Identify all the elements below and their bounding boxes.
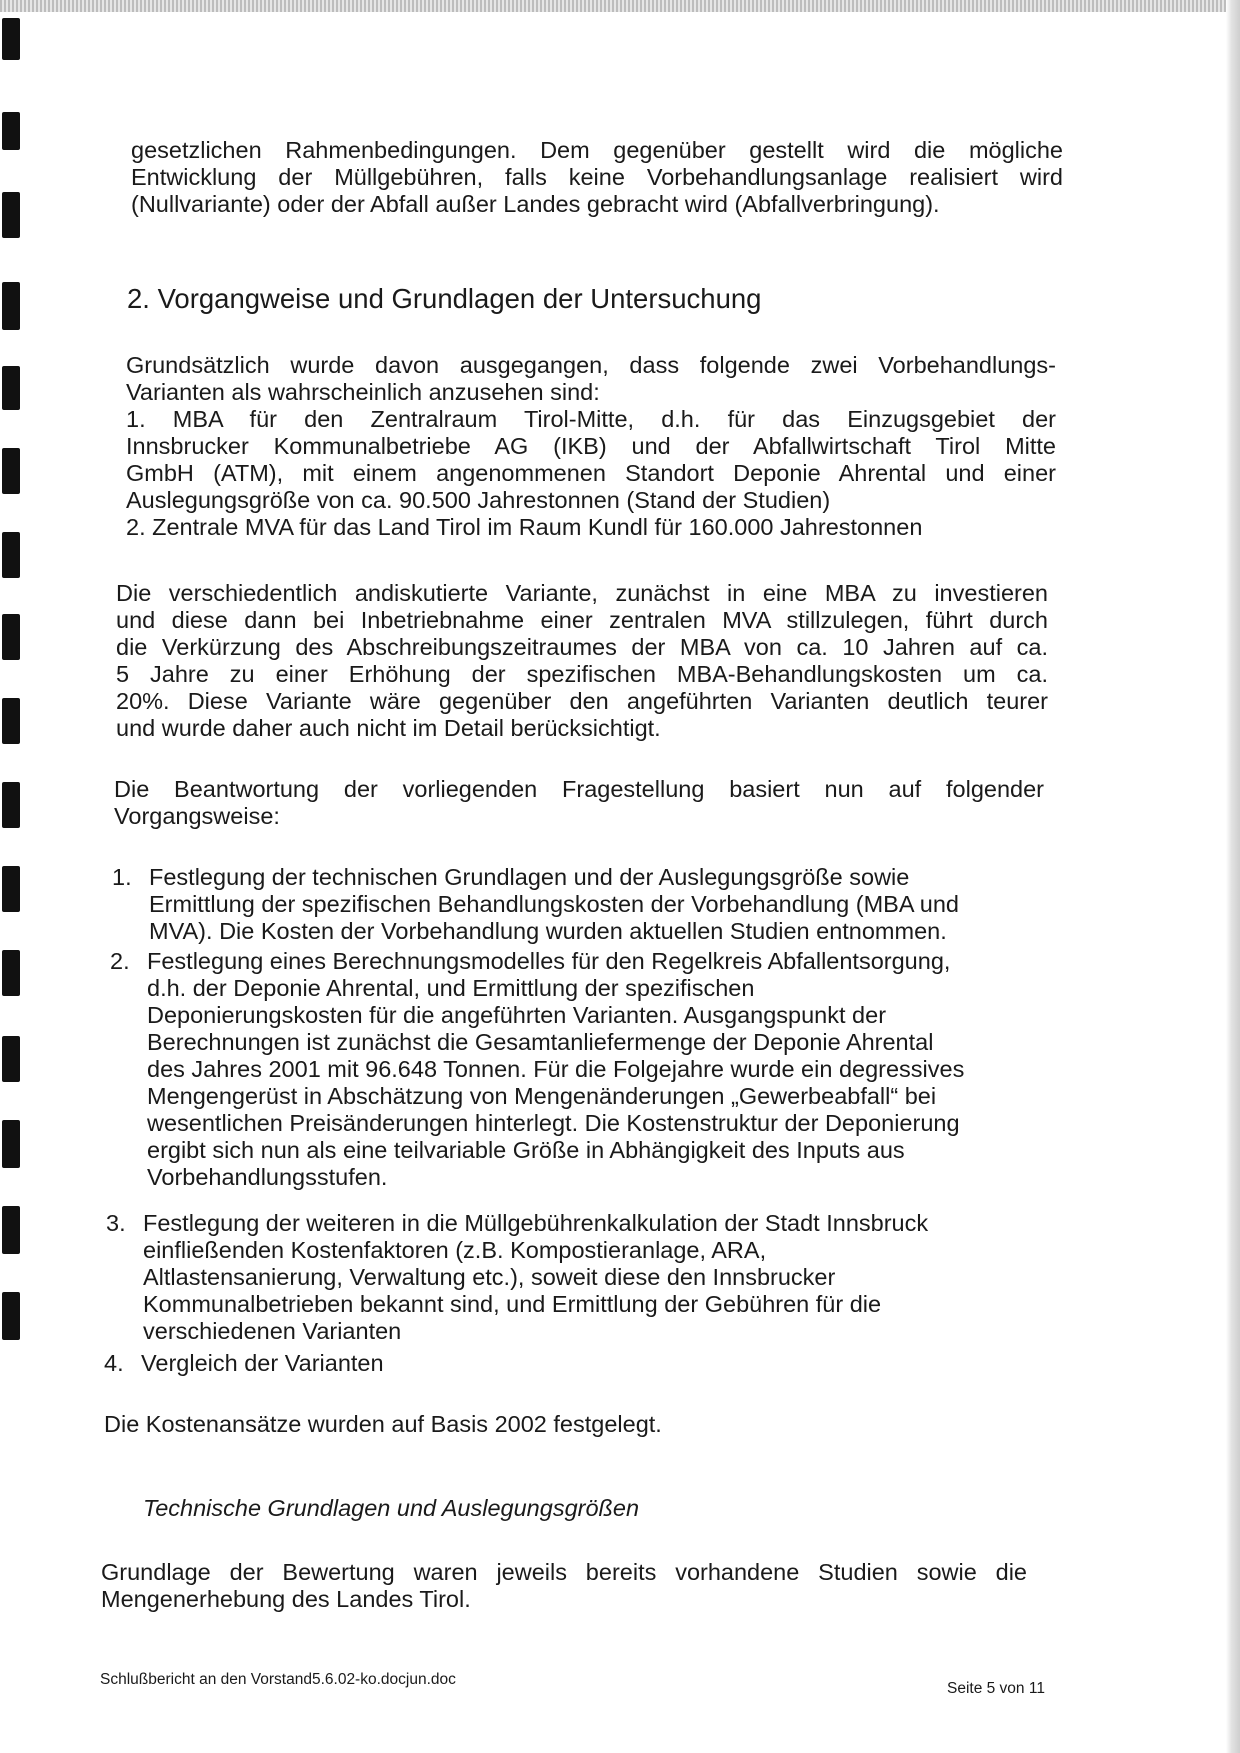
binder-mark xyxy=(2,1120,20,1168)
binder-mark xyxy=(2,614,20,660)
binder-mark xyxy=(2,1206,20,1254)
alternative-variant-paragraph xyxy=(116,580,1048,742)
text-line: Grundsätzlich wurde davon ausgegangen, dass folgende zwei Vorbehandlungs- xyxy=(126,352,1056,378)
binder-mark xyxy=(2,1292,20,1340)
text-line: Auslegungsgröße von ca. 90.500 Jahrestonnen (Stand der Studien) xyxy=(126,487,831,513)
basis-sentence xyxy=(104,1411,1034,1438)
text-line: Die verschiedentlich andiskutierte Variante, zunächst in eine MBA zu investieren xyxy=(116,580,1048,606)
list-text: Festlegung eines Berechnungsmodelles für den Regelkreis Abfallentsorgung, d.h. der Deponie Ahrental, und Ermittlung der spezifischen Deponierungskosten für die angeführten Varianten. Ausgangspunkt der Berechnungen ist zunächst die Gesamtanliefermenge der Deponie Ahrental des Jahres 2001 mit 96.648 Tonnen. Für die Folgejahre wurde ein degressives Mengengerüst in Abschätzung von Mengenänderungen „Gewerbeabfall“ bei wesentlichen Preisänderungen hinterlegt. Die Kostenstruktur der Deponierung ergibt sich nun als eine teilvariable Größe in Abhängigkeit des Inputs aus Vorbehandlungsstufen. xyxy=(147,948,965,1190)
binder-mark xyxy=(2,782,20,828)
scan-edge-right xyxy=(1226,0,1240,1753)
text-line: Innsbrucker Kommunalbetriebe AG (IKB) und der Abfallwirtschaft Tirol Mitte xyxy=(126,433,1056,459)
subsection-heading: Technische Grundlagen und Auslegungsgrößen xyxy=(143,1495,640,1521)
text-line: und wurde daher auch nicht im Detail berücksichtigt. xyxy=(116,715,661,741)
text-line: die Verkürzung des Abschreibungszeitraumes der MBA von ca. 10 Jahren auf ca. xyxy=(116,634,1048,660)
binder-mark xyxy=(2,112,20,150)
list-item xyxy=(110,948,1050,1192)
binder-mark xyxy=(2,18,20,60)
binder-mark xyxy=(2,366,20,410)
text-line: und diese dann bei Inbetriebnahme einer zentralen MVA stillzulegen, führt durch xyxy=(116,607,1048,633)
binder-mark xyxy=(2,192,20,238)
text-line: Entwicklung der Müllgebühren, falls keine Vorbehandlungsanlage realisiert wird xyxy=(131,164,1063,190)
text-line: Grundlage der Bewertung waren jeweils bereits vorhandene Studien sowie die xyxy=(101,1559,1027,1585)
binder-mark xyxy=(2,1036,20,1082)
text-line: gesetzlichen Rahmenbedingungen. Dem gegenüber gestellt wird die mögliche xyxy=(131,137,1063,163)
binder-mark xyxy=(2,866,20,912)
text-line: 20%. Diese Variante wäre gegenüber den angeführten Varianten deutlich teurer xyxy=(116,688,1048,714)
variant-item: 2. Zentrale MVA für das Land Tirol im Raum Kundl für 160.000 Jahrestonnen xyxy=(126,514,923,540)
list-item xyxy=(112,864,1052,946)
binder-mark xyxy=(2,698,20,744)
page-number: Seite 5 von 11 xyxy=(947,1680,1045,1697)
intro-paragraph xyxy=(131,137,1063,218)
text-line: Die Beantwortung der vorliegenden Fragestellung basiert nun auf folgender xyxy=(114,776,1044,802)
variants-paragraph xyxy=(126,352,1056,541)
binder-mark xyxy=(2,448,20,494)
procedure-intro-paragraph xyxy=(114,776,1044,830)
list-number: 1. xyxy=(112,864,132,890)
list-item xyxy=(106,1210,1046,1350)
binder-mark xyxy=(2,950,20,996)
footer-filename: Schlußbericht an den Vorstand5.6.02-ko.docjun.doc xyxy=(100,1671,456,1688)
text-line: GmbH (ATM), mit einem angenommenen Standort Deponie Ahrental und einer xyxy=(126,460,1056,486)
list-item xyxy=(104,1350,1044,1378)
list-number: 3. xyxy=(106,1210,126,1236)
binder-mark xyxy=(2,532,20,578)
list-number: 2. xyxy=(110,948,130,974)
closing-paragraph xyxy=(101,1559,1027,1613)
text-line: Varianten als wahrscheinlich anzusehen sind: xyxy=(126,379,600,405)
scan-edge-top xyxy=(0,0,1240,12)
list-number: 4. xyxy=(104,1350,124,1376)
text-line: 5 Jahre zu einer Erhöhung der spezifischen MBA-Behandlungskosten um ca. xyxy=(116,661,1048,687)
text-line: Vorgangsweise: xyxy=(114,803,280,829)
binder-mark xyxy=(2,282,20,330)
list-text: Festlegung der technischen Grundlagen und der Auslegungsgröße sowie Ermittlung der spezifischen Behandlungskosten der Vorbehandlung (MBA und MVA). Die Kosten der Vorbehandlung wurden aktuellen Studien entnommen. xyxy=(149,864,959,944)
variant-item: 1. MBA für den Zentralraum Tirol-Mitte, d.h. für das Einzugsgebiet der xyxy=(126,406,1056,432)
list-text: Vergleich der Varianten xyxy=(141,1350,384,1376)
text-line: Die Kostenansätze wurden auf Basis 2002 festgelegt. xyxy=(104,1411,662,1437)
section-heading: 2. Vorgangweise und Grundlagen der Untersuchung xyxy=(127,283,762,314)
list-text: Festlegung der weiteren in die Müllgebührenkalkulation der Stadt Innsbruck einfließenden Kostenfaktoren (z.B. Kompostieranlage, ARA, Altlastensanierung, Verwaltung etc.), soweit diese den Innsbrucker Kommunalbetrieben bekannt sind, und Ermittlung der Gebühren für die verschiedenen Varianten xyxy=(143,1210,929,1344)
text-line: (Nullvariante) oder der Abfall außer Landes gebracht wird (Abfallverbringung). xyxy=(131,191,940,217)
text-line: Mengenerhebung des Landes Tirol. xyxy=(101,1586,471,1612)
